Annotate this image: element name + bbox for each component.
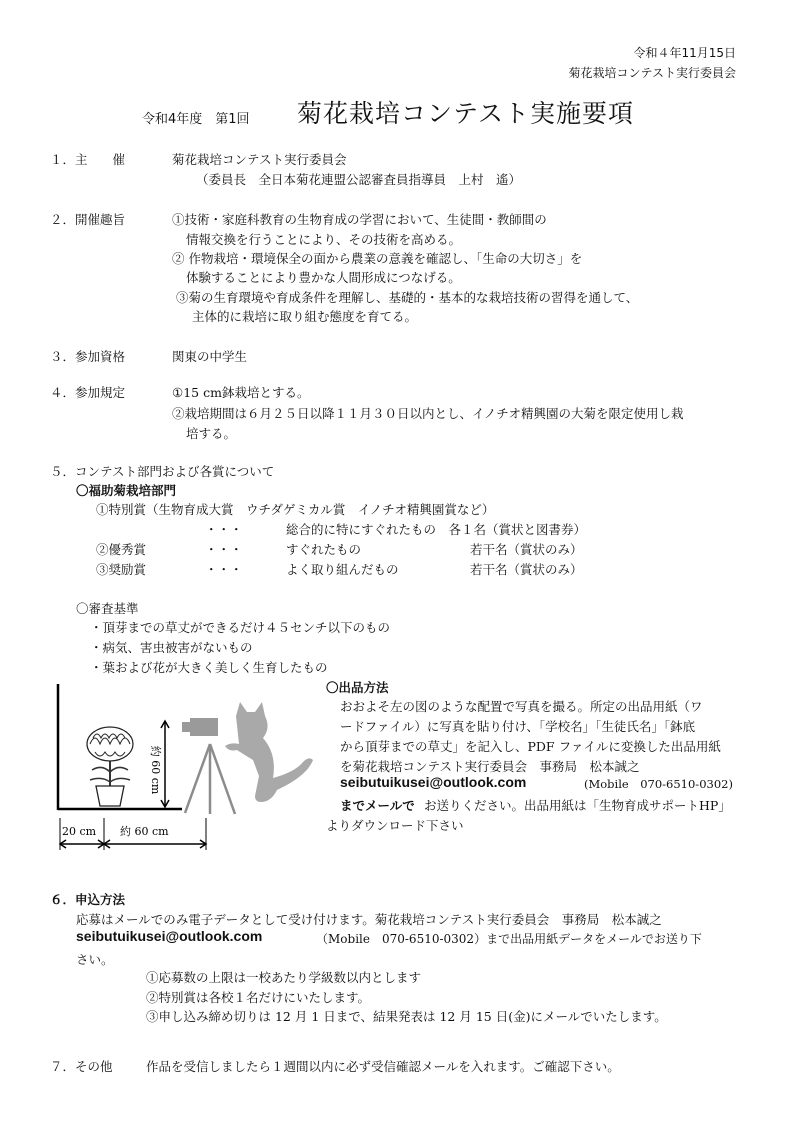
application-note: ③申し込み締め切りは 12 月 1 日まで、結果発表は 12 月 15 日(金)にメールでいたします。 xyxy=(146,1009,667,1024)
prize-encouragement-count: 若干名（賞状のみ） xyxy=(470,562,583,577)
purpose-line: ② 作物栽培・環境保全の面から農業の意義を確認し、「生命の大切さ」を xyxy=(172,251,583,266)
section-2-label: ２．開催趣旨 xyxy=(50,212,126,227)
criteria-title: 〇審査基準 xyxy=(76,601,139,616)
application-note: ①応募数の上限は一校あたり学級数以内とします xyxy=(146,970,422,985)
purpose-line: ③菊の生育環境や育成条件を理解し、基礎的・基本的な栽培技術の習得を通して、 xyxy=(176,290,639,305)
submission-line: ードファイル）に写真を貼り付け、「学校名」「生徒氏名」「鉢底 xyxy=(340,719,696,734)
section-6-label: ６．申込方法 xyxy=(50,892,126,907)
height-label: 約 60 cm xyxy=(149,745,162,795)
submission-email-note: までメールで xyxy=(340,798,415,813)
photo-setup-diagram xyxy=(40,678,325,858)
prize-excellent-count: 若干名（賞状のみ） xyxy=(470,542,583,557)
application-line: 応募はメールでのみ電子データとして受け付けます。菊花栽培コンテスト実行委員会 事務局 松本誠之 xyxy=(76,912,662,927)
section-1-label: １．主 催 xyxy=(50,152,126,167)
submission-line: から頂芽までの草丈」を記入し、PDF ファイルに変換した出品用紙 xyxy=(340,739,721,754)
submission-mobile: (Mobile 070-6510-0302) xyxy=(584,777,733,791)
rule-line: 培する。 xyxy=(186,426,237,441)
issue-date: 令和４年11月15日 xyxy=(633,46,736,60)
submission-line: よりダウンロード下さい xyxy=(326,818,464,833)
rule-line: ①15 cm鉢栽培とする。 xyxy=(172,385,310,400)
bottom-distance-label: 約 60 cm xyxy=(120,825,169,838)
section-7-label: ７．その他 xyxy=(50,1059,113,1074)
cat-icon xyxy=(225,702,313,802)
organizer-name: 菊花栽培コンテスト実行委員会 xyxy=(568,66,736,80)
section-1-line2: （委員長 全日本菊花連盟公認審査員指導員 上村 遙） xyxy=(196,172,522,187)
title-prefix: 令和4年度 第1回 xyxy=(142,112,250,127)
prize-special: ①特別賞（生物育成大賞 ウチダゲミカル賞 イノチオ精興園賞など） xyxy=(96,502,495,517)
criteria-item: ・頂芽までの草丈ができるだけ４５センチ以下のもの xyxy=(90,620,391,635)
purpose-line: ①技術・家庭科教育の生物育成の学習において、生徒間・教師間の xyxy=(172,212,547,227)
submission-line: おおよそ左の図のような配置で写真を撮る。所定の出品用紙（ワ xyxy=(340,699,703,714)
section-3-label: ３．参加資格 xyxy=(50,349,126,364)
rule-line: ②栽培期間は６月２５日以降１１月３０日以内とし、イノチオ精興園の大菊を限定使用し栽 xyxy=(172,406,684,421)
application-note: ②特別賞は各校１名だけにいたします。 xyxy=(146,990,371,1005)
criteria-item: ・葉および花が大きく美しく生育したもの xyxy=(90,660,328,675)
prize-dots: ・・・ xyxy=(205,522,243,537)
eligibility-text: 関東の中学生 xyxy=(172,349,248,364)
prize-encouragement: ③奨励賞 xyxy=(96,562,147,577)
section-1-line1: 菊花栽培コンテスト実行委員会 xyxy=(172,152,347,167)
chrysanthemum-icon xyxy=(87,727,133,806)
pot-shape xyxy=(96,786,124,806)
purpose-line: 主体的に栽培に取り組む態度を育てる。 xyxy=(192,309,418,324)
section-5-label: ５．コンテスト部門および各賞について xyxy=(50,464,275,479)
other-text: 作品を受信しましたら１週間以内に必ず受信確認メールを入れます。ご確認下さい。 xyxy=(146,1059,620,1074)
page-title: 菊花栽培コンテスト実施要項 xyxy=(297,99,635,128)
criteria-item: ・病気、害虫被害がないもの xyxy=(90,640,253,655)
submission-line: お送りください。出品用紙は「生物育成サポートHP」 xyxy=(424,798,731,813)
purpose-line: 体験することにより豊かな人間形成につなげる。 xyxy=(186,270,461,285)
department-title: 〇福助菊栽培部門 xyxy=(76,483,177,498)
submission-line: を菊花栽培コンテスト実行委員会 事務局 松本誠之 xyxy=(340,759,640,774)
prize-excellent: ②優秀賞 xyxy=(96,542,147,557)
prize-special-desc: 総合的に特にすぐれたもの 各１名（賞状と図書券） xyxy=(286,522,587,537)
prize-encouragement-desc: よく取り組んだもの xyxy=(286,562,399,577)
submission-email: seibutuikusei@outlook.com xyxy=(340,774,527,790)
section-4-label: ４．参加規定 xyxy=(50,385,126,400)
prize-dots: ・・・ xyxy=(205,562,243,577)
left-distance-label: 20 cm xyxy=(62,825,97,838)
prize-dots: ・・・ xyxy=(205,542,243,557)
application-email: seibutuikusei@outlook.com xyxy=(76,928,263,944)
application-line: （Mobile 070-6510-0302）まで出品用紙データをメールでお送り下 xyxy=(316,932,702,946)
application-line: さい。 xyxy=(76,952,114,967)
tripod-camera-icon xyxy=(182,718,235,814)
purpose-line: 情報交換を行うことにより、その技術を高める。 xyxy=(186,232,462,247)
submission-title: 〇出品方法 xyxy=(326,680,389,695)
prize-excellent-desc: すぐれたもの xyxy=(286,542,362,557)
